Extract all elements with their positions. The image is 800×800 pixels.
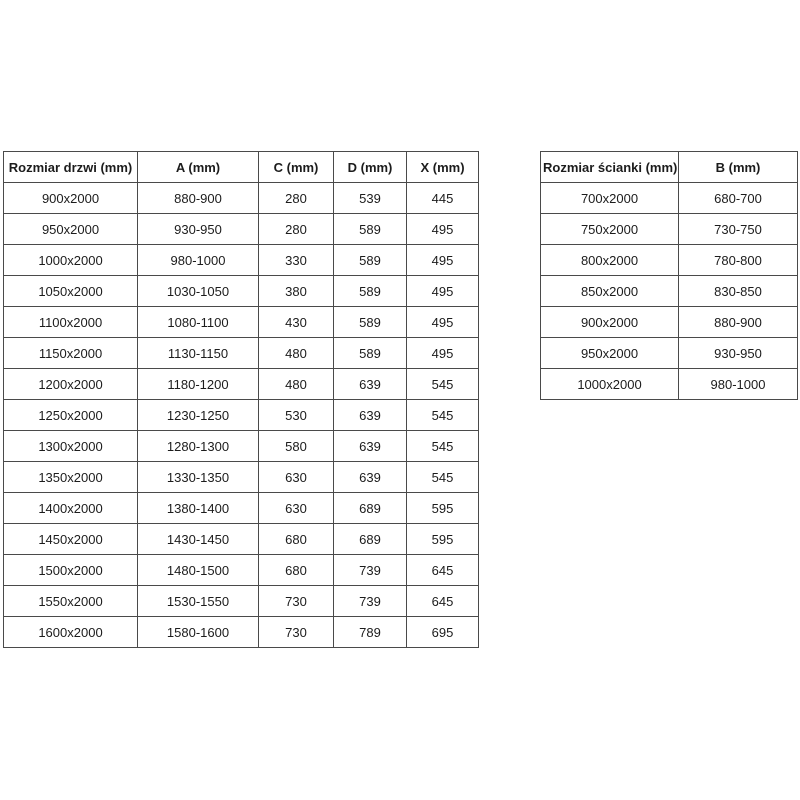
table-row [4,214,479,245]
wall-panel-sizes-header-row [541,152,798,183]
table-cell: 689 [334,493,407,524]
table-cell: 589 [334,307,407,338]
table-cell: 495 [407,307,479,338]
table-cell: 830-850 [679,276,798,307]
table-cell: 680-700 [679,183,798,214]
table-cell: 1400x2000 [4,493,138,524]
table-cell: 730-750 [679,214,798,245]
table-cell: 495 [407,214,479,245]
table-cell: 589 [334,338,407,369]
table-cell: 595 [407,493,479,524]
table-cell: 480 [259,338,334,369]
table-cell: 900x2000 [4,183,138,214]
table-cell: 1030-1050 [138,276,259,307]
column-header: D (mm) [334,152,407,183]
table-cell: 680 [259,524,334,555]
table-row [541,369,798,400]
column-header: Rozmiar drzwi (mm) [4,152,138,183]
table-row [541,214,798,245]
table-row [541,245,798,276]
table-cell: 1250x2000 [4,400,138,431]
table-row [4,617,479,648]
table-cell: 595 [407,524,479,555]
table-cell: 689 [334,524,407,555]
table-cell: 789 [334,617,407,648]
table-cell: 880-900 [138,183,259,214]
table-cell: 1580-1600 [138,617,259,648]
table-cell: 639 [334,369,407,400]
table-cell: 580 [259,431,334,462]
table-cell: 1100x2000 [4,307,138,338]
table-cell: 1430-1450 [138,524,259,555]
table-cell: 639 [334,462,407,493]
door-sizes-header-row [4,152,479,183]
table-cell: 589 [334,214,407,245]
table-cell: 1600x2000 [4,617,138,648]
table-cell: 980-1000 [138,245,259,276]
door-sizes-table [3,151,479,648]
column-header: X (mm) [407,152,479,183]
table-cell: 880-900 [679,307,798,338]
table-row [541,307,798,338]
table-cell: 1180-1200 [138,369,259,400]
table-cell: 900x2000 [541,307,679,338]
table-cell: 280 [259,183,334,214]
table-cell: 330 [259,245,334,276]
table-cell: 780-800 [679,245,798,276]
table-cell: 630 [259,493,334,524]
table-cell: 1000x2000 [4,245,138,276]
table-cell: 730 [259,617,334,648]
table-cell: 800x2000 [541,245,679,276]
table-row [4,524,479,555]
table-cell: 950x2000 [4,214,138,245]
table-cell: 680 [259,555,334,586]
table-cell: 1300x2000 [4,431,138,462]
table-cell: 545 [407,369,479,400]
table-cell: 639 [334,431,407,462]
table-cell: 630 [259,462,334,493]
table-row [541,183,798,214]
wall-panel-sizes-table [540,151,798,400]
table-row [4,493,479,524]
table-cell: 1150x2000 [4,338,138,369]
table-cell: 750x2000 [541,214,679,245]
table-cell: 445 [407,183,479,214]
column-header: C (mm) [259,152,334,183]
table-cell: 645 [407,555,479,586]
table-row [4,245,479,276]
table-cell: 1530-1550 [138,586,259,617]
table-cell: 1330-1350 [138,462,259,493]
table-cell: 589 [334,276,407,307]
table-row [4,555,479,586]
table-cell: 700x2000 [541,183,679,214]
column-header: B (mm) [679,152,798,183]
table-cell: 495 [407,245,479,276]
table-cell: 545 [407,462,479,493]
table-cell: 495 [407,338,479,369]
table-cell: 480 [259,369,334,400]
table-row [4,431,479,462]
table-cell: 380 [259,276,334,307]
table-cell: 695 [407,617,479,648]
table-cell: 639 [334,400,407,431]
table-cell: 1230-1250 [138,400,259,431]
table-row [541,276,798,307]
table-row [4,276,479,307]
table-cell: 739 [334,555,407,586]
table-cell: 730 [259,586,334,617]
table-cell: 495 [407,276,479,307]
table-cell: 980-1000 [679,369,798,400]
table-cell: 1200x2000 [4,369,138,400]
table-cell: 545 [407,431,479,462]
table-row [4,369,479,400]
table-cell: 739 [334,586,407,617]
table-cell: 1450x2000 [4,524,138,555]
column-header: Rozmiar ścianki (mm) [541,152,679,183]
table-cell: 930-950 [138,214,259,245]
table-cell: 1080-1100 [138,307,259,338]
table-row [4,462,479,493]
table-cell: 1050x2000 [4,276,138,307]
table-cell: 430 [259,307,334,338]
table-cell: 1130-1150 [138,338,259,369]
table-row [4,307,479,338]
column-header: A (mm) [138,152,259,183]
table-cell: 530 [259,400,334,431]
table-row [541,338,798,369]
table-row [4,586,479,617]
table-cell: 850x2000 [541,276,679,307]
table-cell: 645 [407,586,479,617]
table-cell: 1000x2000 [541,369,679,400]
table-row [4,183,479,214]
table-cell: 950x2000 [541,338,679,369]
table-cell: 1500x2000 [4,555,138,586]
table-cell: 1480-1500 [138,555,259,586]
table-row [4,400,479,431]
table-cell: 280 [259,214,334,245]
table-cell: 1350x2000 [4,462,138,493]
table-cell: 545 [407,400,479,431]
table-row [4,338,479,369]
table-cell: 589 [334,245,407,276]
table-cell: 539 [334,183,407,214]
table-cell: 1280-1300 [138,431,259,462]
table-cell: 1550x2000 [4,586,138,617]
table-cell: 930-950 [679,338,798,369]
table-cell: 1380-1400 [138,493,259,524]
